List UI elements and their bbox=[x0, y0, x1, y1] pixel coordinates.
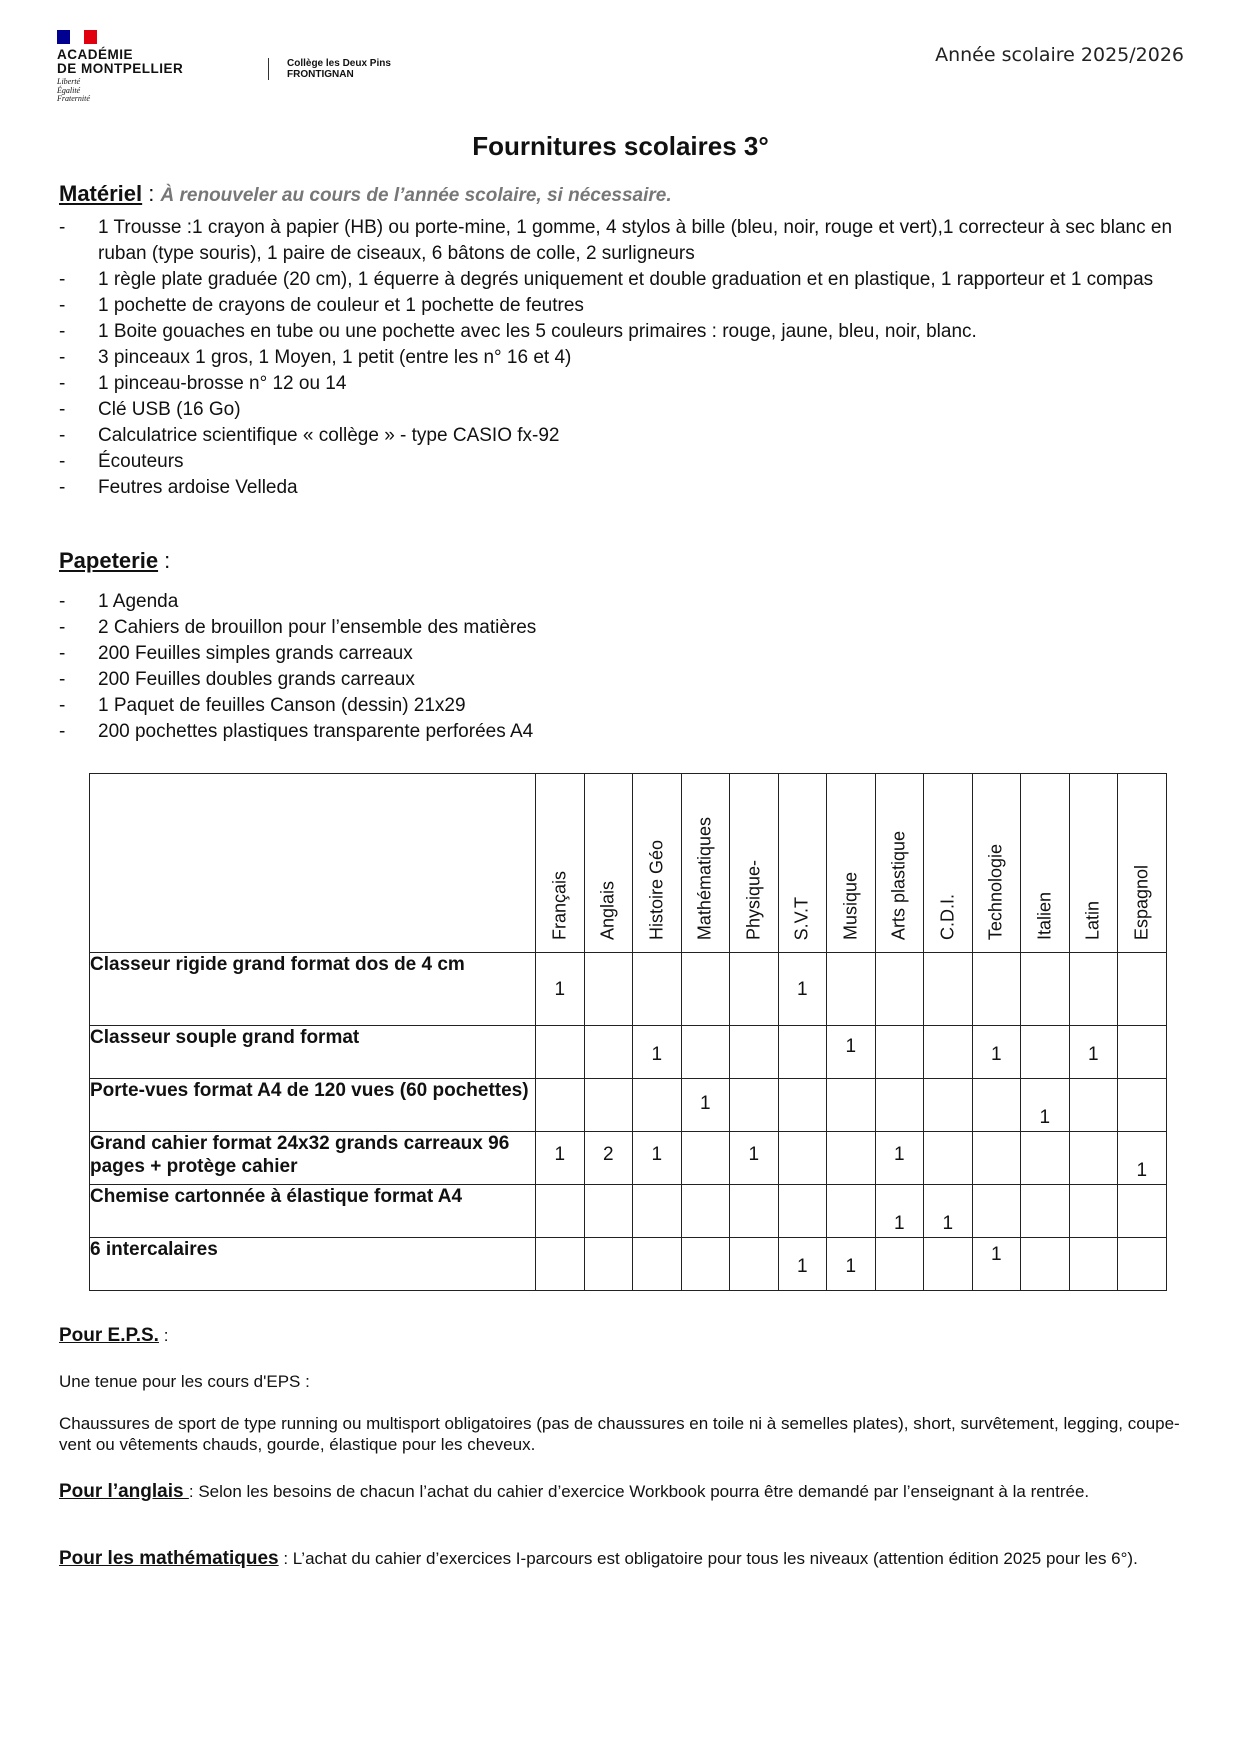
quantity-value: 1 bbox=[651, 1044, 663, 1065]
quantity-cell bbox=[875, 1185, 924, 1238]
table-row bbox=[90, 1238, 1167, 1291]
materiel-item: - 1 pinceau-brosse n° 12 ou 14 bbox=[59, 371, 1179, 397]
subject-header bbox=[1069, 774, 1118, 953]
quantity-value: 1 bbox=[893, 1213, 905, 1234]
subject-header bbox=[1118, 774, 1167, 953]
materiel-item: - 1 règle plate graduée (20 cm), 1 équerre à degrés uniquement et double graduation et en plastique, 1 rapporteur et 1 compas bbox=[59, 267, 1179, 293]
quantity-cell bbox=[924, 1132, 973, 1185]
quantity-cell bbox=[730, 953, 779, 1026]
quantity-cell bbox=[1069, 1132, 1118, 1185]
subject-header bbox=[924, 774, 973, 953]
subject-label: S.V.T bbox=[791, 896, 812, 940]
quantity-cell bbox=[924, 1079, 973, 1132]
table-row bbox=[90, 953, 1167, 1026]
quantity-cell bbox=[778, 1238, 827, 1291]
quantity-cell bbox=[1021, 1079, 1070, 1132]
quantity-cell bbox=[875, 953, 924, 1026]
subject-label: Anglais bbox=[597, 880, 618, 940]
quantity-value: 2 bbox=[602, 1144, 614, 1165]
quantity-cell bbox=[536, 1079, 585, 1132]
quantity-cell bbox=[972, 1026, 1021, 1079]
table-row bbox=[90, 1026, 1167, 1079]
table-row bbox=[90, 1185, 1167, 1238]
subject-header bbox=[536, 774, 585, 953]
quantity-cell bbox=[1118, 1079, 1167, 1132]
quantity-cell bbox=[730, 1185, 779, 1238]
subject-header bbox=[1021, 774, 1070, 953]
subject-header bbox=[730, 774, 779, 953]
page-title: Fournitures scolaires 3° bbox=[472, 131, 769, 161]
quantity-cell bbox=[875, 1026, 924, 1079]
quantity-value: 1 bbox=[699, 1093, 711, 1114]
quantity-value: 1 bbox=[893, 1144, 905, 1165]
subject-header-row bbox=[90, 774, 1167, 953]
quantity-value: 1 bbox=[1136, 1160, 1148, 1181]
quantity-cell bbox=[924, 953, 973, 1026]
subject-label: Mathématiques bbox=[694, 816, 715, 940]
materiel-item: - 1 pochette de crayons de couleur et 1 pochette de feutres bbox=[59, 293, 1179, 319]
materiel-heading bbox=[59, 181, 672, 207]
subject-label: C.D.I. bbox=[937, 893, 958, 940]
quantity-cell bbox=[924, 1238, 973, 1291]
quantity-cell bbox=[778, 1026, 827, 1079]
quantity-cell bbox=[536, 1185, 585, 1238]
quantity-cell bbox=[730, 1079, 779, 1132]
subject-label: Histoire Géo bbox=[646, 839, 667, 940]
quantity-cell bbox=[633, 1132, 682, 1185]
quantity-value: 1 bbox=[1087, 1044, 1099, 1065]
materiel-heading-text: Matériel bbox=[59, 181, 143, 206]
quantity-cell bbox=[1069, 1238, 1118, 1291]
quantity-cell bbox=[972, 1238, 1021, 1291]
papeterie-item: - 200 Feuilles doubles grands carreaux bbox=[59, 667, 1179, 693]
papeterie-item: - 1 Paquet de feuilles Canson (dessin) 21x29 bbox=[59, 693, 1179, 719]
quantity-cell bbox=[1069, 1079, 1118, 1132]
quantity-cell bbox=[827, 1079, 876, 1132]
maths-paragraph bbox=[59, 1548, 1184, 1569]
subject-label: Espagnol bbox=[1131, 864, 1152, 940]
supplies-table bbox=[89, 773, 1167, 1291]
quantity-cell bbox=[827, 1026, 876, 1079]
anglais-paragraph bbox=[59, 1481, 1184, 1502]
anglais-heading: Pour l’anglais bbox=[59, 1481, 189, 1502]
eps-heading-text: Pour E.P.S. bbox=[59, 1325, 159, 1346]
academie-logo bbox=[57, 30, 183, 104]
quantity-cell bbox=[730, 1132, 779, 1185]
quantity-cell bbox=[730, 1026, 779, 1079]
maths-text: : L’achat du cahier d’exercices I-parcours est obligatoire pour tous les niveaux (attention édition 2025 pour les 6°). bbox=[278, 1549, 1138, 1568]
subject-label: Français bbox=[549, 870, 570, 940]
quantity-cell bbox=[681, 1026, 730, 1079]
quantity-cell bbox=[633, 1026, 682, 1079]
subject-label: Musique bbox=[840, 871, 861, 940]
materiel-item: - 3 pinceaux 1 gros, 1 Moyen, 1 petit (entre les n° 16 et 4) bbox=[59, 345, 1179, 371]
quantity-cell bbox=[584, 1132, 633, 1185]
quantity-cell bbox=[1021, 1238, 1070, 1291]
quantity-cell bbox=[778, 1185, 827, 1238]
quantity-cell bbox=[633, 1185, 682, 1238]
french-flag-icon bbox=[57, 30, 97, 44]
quantity-value: 1 bbox=[990, 1244, 1002, 1265]
quantity-value: 1 bbox=[796, 979, 808, 1000]
quantity-cell bbox=[1118, 1238, 1167, 1291]
table-row bbox=[90, 1079, 1167, 1132]
quantity-value: 1 bbox=[845, 1256, 857, 1277]
quantity-cell bbox=[681, 1238, 730, 1291]
quantity-cell bbox=[972, 1185, 1021, 1238]
quantity-cell bbox=[1021, 1185, 1070, 1238]
materiel-item: - Clé USB (16 Go) bbox=[59, 397, 1179, 423]
quantity-value: 1 bbox=[990, 1044, 1002, 1065]
subject-label: Arts plastique bbox=[888, 830, 909, 940]
college-label bbox=[268, 58, 391, 80]
papeterie-item: - 2 Cahiers de brouillon pour l’ensemble des matières bbox=[59, 615, 1179, 641]
papeterie-heading bbox=[59, 548, 170, 574]
quantity-cell bbox=[924, 1026, 973, 1079]
eps-line2: Chaussures de sport de type running ou multisport obligatoires (pas de chaussures en toile ni à semelles plates), short, survêtement, legging, coupe-vent ou vêtements chauds, gourde, élastique pour les cheveux. bbox=[59, 1414, 1180, 1454]
eps-line1: Une tenue pour les cours d'EPS : bbox=[59, 1372, 310, 1391]
quantity-cell bbox=[875, 1132, 924, 1185]
subject-header bbox=[633, 774, 682, 953]
eps-heading bbox=[59, 1325, 1184, 1346]
quantity-cell bbox=[584, 953, 633, 1026]
quantity-cell bbox=[1118, 1026, 1167, 1079]
quantity-cell bbox=[778, 1079, 827, 1132]
quantity-cell bbox=[681, 1185, 730, 1238]
papeterie-heading-text: Papeterie bbox=[59, 548, 159, 573]
row-label: Porte-vues format A4 de 120 vues (60 pochettes) bbox=[90, 1079, 536, 1132]
row-label: Chemise cartonnée à élastique format A4 bbox=[90, 1185, 536, 1238]
quantity-value: 1 bbox=[796, 1256, 808, 1277]
subject-header bbox=[875, 774, 924, 953]
materiel-note: À renouveler au cours de l’année scolaire, si nécessaire. bbox=[160, 185, 672, 206]
row-label: Classeur souple grand format bbox=[90, 1026, 536, 1079]
subject-label: Italien bbox=[1034, 891, 1055, 940]
quantity-value: 1 bbox=[554, 1144, 566, 1165]
quantity-value: 1 bbox=[651, 1144, 663, 1165]
republic-motto bbox=[57, 78, 183, 104]
quantity-cell bbox=[633, 953, 682, 1026]
row-label: Classeur rigide grand format dos de 4 cm bbox=[90, 953, 536, 1026]
materiel-list bbox=[59, 215, 1179, 501]
quantity-cell bbox=[584, 1238, 633, 1291]
materiel-sep: : bbox=[142, 181, 161, 206]
quantity-cell bbox=[827, 953, 876, 1026]
academie-line2: DE MONTPELLIER bbox=[57, 61, 184, 76]
quantity-cell bbox=[1069, 1185, 1118, 1238]
quantity-cell bbox=[681, 1132, 730, 1185]
quantity-value: 1 bbox=[845, 1036, 857, 1057]
quantity-cell bbox=[536, 1238, 585, 1291]
quantity-cell bbox=[681, 1079, 730, 1132]
quantity-value: 1 bbox=[554, 979, 566, 1000]
motto-egalite: Égalité bbox=[57, 85, 81, 95]
quantity-cell bbox=[1069, 1026, 1118, 1079]
materiel-item: - Feutres ardoise Velleda bbox=[59, 475, 1179, 501]
materiel-item: - Écouteurs bbox=[59, 449, 1179, 475]
quantity-cell bbox=[681, 953, 730, 1026]
school-year: Année scolaire 2025/2026 bbox=[935, 44, 1184, 66]
quantity-cell bbox=[536, 1132, 585, 1185]
papeterie-item: - 1 Agenda bbox=[59, 589, 1179, 615]
maths-heading: Pour les mathématiques bbox=[59, 1548, 279, 1569]
quantity-cell bbox=[584, 1079, 633, 1132]
quantity-value: 1 bbox=[748, 1144, 760, 1165]
materiel-item: - 1 Boite gouaches en tube ou une pochette avec les 5 couleurs primaires : rouge, jaune, bleu, noir, blanc. bbox=[59, 319, 1179, 345]
quantity-cell bbox=[584, 1185, 633, 1238]
academie-name bbox=[57, 48, 183, 76]
quantity-cell bbox=[875, 1238, 924, 1291]
papeterie-item: - 200 Feuilles simples grands carreaux bbox=[59, 641, 1179, 667]
subject-header bbox=[778, 774, 827, 953]
table-corner bbox=[90, 774, 536, 953]
quantity-cell bbox=[633, 1079, 682, 1132]
quantity-cell bbox=[924, 1185, 973, 1238]
papeterie-list bbox=[59, 589, 1179, 745]
subject-header bbox=[972, 774, 1021, 953]
quantity-cell bbox=[584, 1026, 633, 1079]
subject-header bbox=[827, 774, 876, 953]
quantity-cell bbox=[536, 953, 585, 1026]
quantity-cell bbox=[730, 1238, 779, 1291]
academie-line1: ACADÉMIE bbox=[57, 47, 134, 62]
quantity-cell bbox=[875, 1079, 924, 1132]
materiel-item: - Calculatrice scientifique « collège » - type CASIO fx-92 bbox=[59, 423, 1179, 449]
quantity-cell bbox=[536, 1026, 585, 1079]
quantity-value: 1 bbox=[1039, 1107, 1051, 1128]
quantity-cell bbox=[1021, 953, 1070, 1026]
papeterie-item: - 200 pochettes plastiques transparente perforées A4 bbox=[59, 719, 1179, 745]
quantity-cell bbox=[1118, 1185, 1167, 1238]
quantity-cell bbox=[972, 1132, 1021, 1185]
materiel-item: - 1 Trousse :1 crayon à papier (HB) ou porte-mine, 1 gomme, 4 stylos à bille (bleu, noir, rouge et vert),1 correcteur à sec blanc en ruban (type souris), 1 paire de ciseaux, 6 bâtons de colle, 2 surligneurs bbox=[59, 215, 1179, 267]
row-label: 6 intercalaires bbox=[90, 1238, 536, 1291]
table-row bbox=[90, 1132, 1167, 1185]
quantity-cell bbox=[1021, 1026, 1070, 1079]
subject-label: Physique- bbox=[743, 859, 764, 940]
row-label: Grand cahier format 24x32 grands carreaux 96 pages + protège cahier bbox=[90, 1132, 536, 1185]
quantity-cell bbox=[827, 1238, 876, 1291]
eps-sep: : bbox=[158, 1326, 169, 1345]
subject-label: Technologie bbox=[985, 843, 1006, 940]
quantity-value: 1 bbox=[942, 1213, 954, 1234]
quantity-cell bbox=[972, 953, 1021, 1026]
anglais-text: : Selon les besoins de chacun l’achat du cahier d’exercice Workbook pourra être demandé par l’enseignant à la rentrée. bbox=[188, 1482, 1090, 1501]
quantity-cell bbox=[1118, 1132, 1167, 1185]
motto-liberte: Liberté bbox=[57, 77, 81, 86]
quantity-cell bbox=[778, 1132, 827, 1185]
quantity-cell bbox=[633, 1238, 682, 1291]
college-name: Collège les Deux Pins bbox=[287, 58, 391, 69]
quantity-cell bbox=[827, 1185, 876, 1238]
quantity-cell bbox=[778, 953, 827, 1026]
quantity-cell bbox=[1118, 953, 1167, 1026]
subject-label: Latin bbox=[1082, 900, 1103, 940]
quantity-cell bbox=[1069, 953, 1118, 1026]
motto-fraternite: Fraternité bbox=[57, 94, 90, 103]
quantity-cell bbox=[972, 1079, 1021, 1132]
quantity-cell bbox=[827, 1132, 876, 1185]
papeterie-sep: : bbox=[158, 548, 171, 573]
college-city: FRONTIGNAN bbox=[287, 69, 354, 80]
quantity-cell bbox=[1021, 1132, 1070, 1185]
subject-header bbox=[584, 774, 633, 953]
subject-header bbox=[681, 774, 730, 953]
